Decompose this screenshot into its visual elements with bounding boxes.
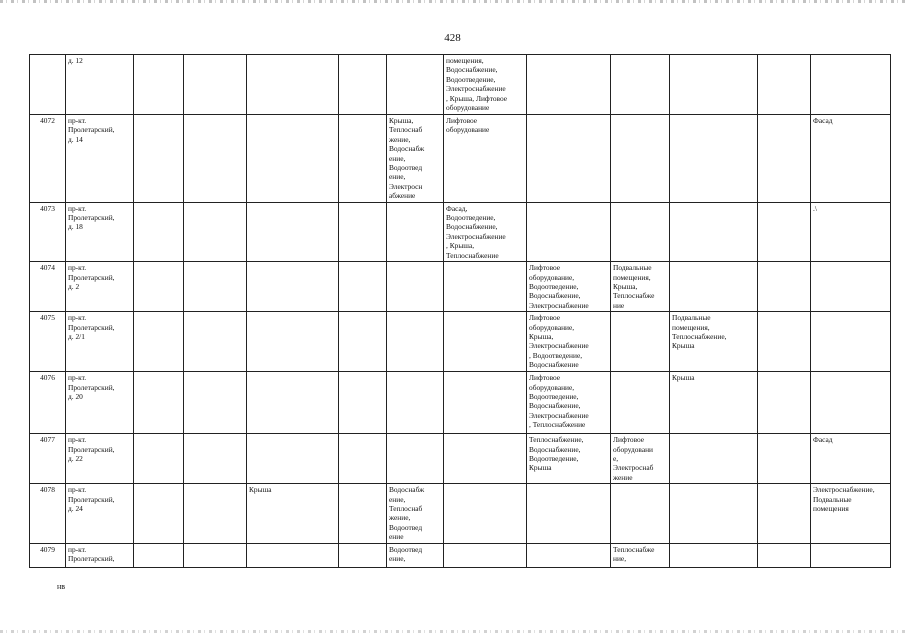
table-cell — [184, 543, 247, 567]
table-cell — [758, 312, 811, 372]
table-cell: помещения, Водоснабжение, Водоотведение, Электроснабжение , Крыша, Лифтовое оборудование — [444, 55, 527, 115]
table-cell — [184, 434, 247, 484]
table-cell — [247, 543, 339, 567]
table-cell — [444, 434, 527, 484]
address-cell: пр-кт. Пролетарский, д. 20 — [66, 372, 134, 434]
table-row — [30, 484, 891, 543]
table-cell — [339, 434, 387, 484]
buildings-table — [29, 54, 891, 568]
table-cell — [758, 484, 811, 543]
table-row — [30, 202, 891, 261]
table-cell — [758, 202, 811, 261]
table-cell — [184, 262, 247, 312]
footer-mark: нв — [57, 582, 66, 591]
row-number-cell: 4073 — [30, 202, 66, 261]
table-cell — [184, 484, 247, 543]
table-cell: Подвальные помещения, Крыша, Теплоснабже ние — [611, 262, 670, 312]
table-cell — [387, 202, 444, 261]
table-cell: Лифтовое оборудовани е, Электроснаб жение — [611, 434, 670, 484]
row-number-cell: 4079 — [30, 543, 66, 567]
scan-bottom-edge — [0, 630, 905, 633]
table-cell — [134, 543, 184, 567]
table-cell — [387, 262, 444, 312]
table-cell — [134, 262, 184, 312]
table-cell — [339, 484, 387, 543]
table-cell — [758, 543, 811, 567]
table-cell — [527, 55, 611, 115]
row-number-cell — [30, 55, 66, 115]
address-cell: пр-кт. Пролетарский, — [66, 543, 134, 567]
table-cell — [339, 312, 387, 372]
table-row — [30, 543, 891, 567]
table-cell: Крыша — [247, 484, 339, 543]
table-cell — [134, 312, 184, 372]
address-cell: пр-кт. Пролетарский, д. 18 — [66, 202, 134, 261]
table-cell: Крыша, Теплоснаб жение, Водоснабж ение, Водоотвед ение, Электросн абжение — [387, 115, 444, 203]
table-cell: Теплоснабжение, Водоснабжение, Водоотведение, Крыша — [527, 434, 611, 484]
table-cell — [444, 262, 527, 312]
address-cell: пр-кт. Пролетарский, д. 24 — [66, 484, 134, 543]
table-row — [30, 312, 891, 372]
table-cell — [134, 115, 184, 203]
table-cell — [387, 312, 444, 372]
table-cell — [184, 202, 247, 261]
table-cell: Крыша — [670, 372, 758, 434]
table-row — [30, 262, 891, 312]
table-cell — [444, 372, 527, 434]
table-row — [30, 55, 891, 115]
table-cell — [758, 434, 811, 484]
row-number-cell: 4075 — [30, 312, 66, 372]
table-cell — [670, 434, 758, 484]
table-cell — [134, 484, 184, 543]
table-cell — [811, 543, 891, 567]
table-cell — [247, 434, 339, 484]
table-cell: Лифтовое оборудование, Водоотведение, Водоснабжение, Электроснабжение — [527, 262, 611, 312]
table-cell — [339, 262, 387, 312]
row-number-cell: 4072 — [30, 115, 66, 203]
table-cell — [247, 55, 339, 115]
table-cell — [444, 312, 527, 372]
scan-top-edge — [0, 0, 905, 3]
table-cell — [247, 312, 339, 372]
address-cell: пр-кт. Пролетарский, д. 22 — [66, 434, 134, 484]
row-number-cell: 4076 — [30, 372, 66, 434]
table-cell — [184, 55, 247, 115]
table-cell — [134, 372, 184, 434]
table-cell: Теплоснабже ние, — [611, 543, 670, 567]
table-cell — [811, 55, 891, 115]
table-cell — [611, 202, 670, 261]
table-cell — [247, 115, 339, 203]
address-cell: д. 12 — [66, 55, 134, 115]
table-cell — [811, 262, 891, 312]
table-cell: Водоотвед ение, — [387, 543, 444, 567]
table-row — [30, 434, 891, 484]
table-cell — [611, 115, 670, 203]
address-cell: пр-кт. Пролетарский, д. 2/1 — [66, 312, 134, 372]
table-cell: Подвальные помещения, Теплоснабжение, Крыша — [670, 312, 758, 372]
table-cell — [670, 55, 758, 115]
page-number: 428 — [444, 32, 461, 44]
table-cell — [247, 262, 339, 312]
table-cell — [611, 372, 670, 434]
table-cell — [758, 55, 811, 115]
table-cell: Лифтовое оборудование — [444, 115, 527, 203]
table-cell — [184, 115, 247, 203]
table-cell — [527, 484, 611, 543]
table-cell: Фасад, Водоотведение, Водоснабжение, Электроснабжение , Крыша, Теплоснабжение — [444, 202, 527, 261]
table-row — [30, 115, 891, 203]
table-cell — [527, 543, 611, 567]
table-cell — [811, 312, 891, 372]
table-cell — [134, 55, 184, 115]
table-cell — [444, 543, 527, 567]
table-body — [30, 55, 891, 568]
row-number-cell: 4074 — [30, 262, 66, 312]
table-cell: Фасад — [811, 434, 891, 484]
table-cell — [811, 372, 891, 434]
table-cell — [611, 484, 670, 543]
table-cell — [387, 372, 444, 434]
table-cell — [134, 202, 184, 261]
table-cell — [758, 262, 811, 312]
table-cell — [184, 372, 247, 434]
row-number-cell: 4078 — [30, 484, 66, 543]
table-cell — [339, 372, 387, 434]
row-number-cell: 4077 — [30, 434, 66, 484]
table-cell — [339, 202, 387, 261]
table-cell — [247, 202, 339, 261]
table-cell — [339, 115, 387, 203]
table-cell: Водоснабж ение, Теплоснаб жение, Водоотвед ение — [387, 484, 444, 543]
table-cell: .\ — [811, 202, 891, 261]
table-cell — [670, 202, 758, 261]
table-cell — [527, 115, 611, 203]
table-cell — [387, 55, 444, 115]
table-row — [30, 372, 891, 434]
table-cell: Лифтовое оборудование, Водоотведение, Водоснабжение, Электроснабжение , Теплоснабжение — [527, 372, 611, 434]
table-cell: Лифтовое оборудование, Крыша, Электроснабжение , Водоотведение, Водоснабжение — [527, 312, 611, 372]
table-cell — [611, 55, 670, 115]
table-cell — [134, 434, 184, 484]
table-cell — [184, 312, 247, 372]
table-cell — [387, 434, 444, 484]
table-cell — [670, 115, 758, 203]
table-cell — [527, 202, 611, 261]
table-cell — [339, 55, 387, 115]
table-cell — [758, 115, 811, 203]
address-cell: пр-кт. Пролетарский, д. 2 — [66, 262, 134, 312]
table-cell — [444, 484, 527, 543]
table-cell: Фасад — [811, 115, 891, 203]
table-cell — [247, 372, 339, 434]
table-cell — [758, 372, 811, 434]
table-cell — [611, 312, 670, 372]
table-cell — [670, 484, 758, 543]
table-cell: Электроснабжение, Подвальные помещения — [811, 484, 891, 543]
table-cell — [339, 543, 387, 567]
address-cell: пр-кт. Пролетарский, д. 14 — [66, 115, 134, 203]
table-cell — [670, 262, 758, 312]
table-cell — [670, 543, 758, 567]
